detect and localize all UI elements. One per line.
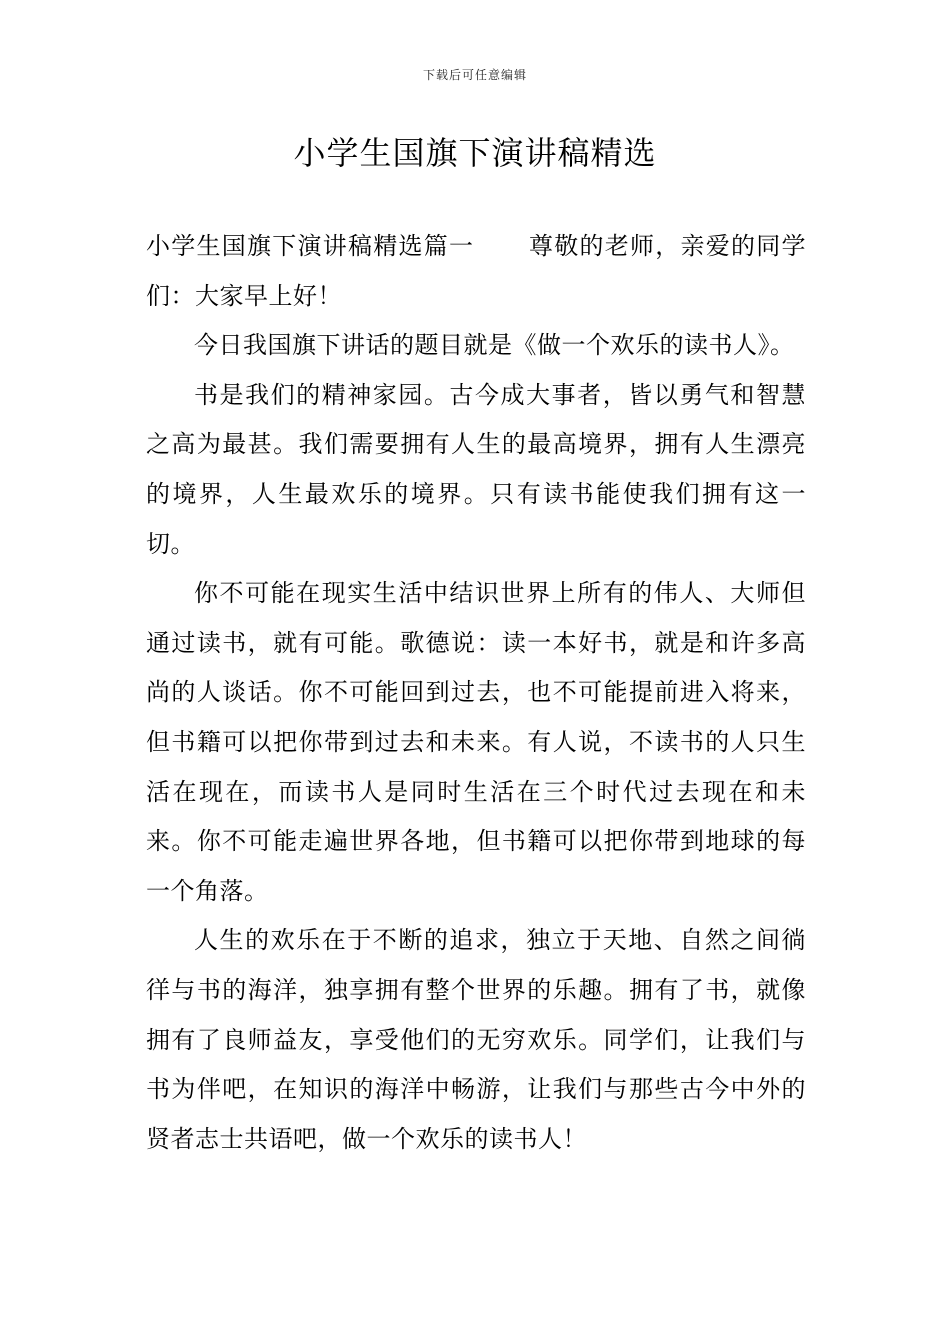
paragraph-1: 今日我国旗下讲话的题目就是《做一个欢乐的读书人》。	[194, 331, 795, 360]
document-body	[146, 222, 806, 1164]
header-note: 下载后可任意编辑	[422, 68, 527, 82]
intro-paragraph	[146, 222, 806, 321]
paragraph-3: 你不可能在现实生活中结识世界上所有的伟人、大师但通过读书，就有可能。歌德说：读一本好书，就是和许多高尚的人谈话。你不可能回到过去，也不可能提前进入将来，但书籍可以把你带到过去和未来。有人说，不读书的人只生活在现在，而读书人是同时生活在三个时代过去现在和未来。你不可能走遍世界各地，但书籍可以把你带到地球的每一个角落。	[146, 579, 806, 905]
paragraph-2: 书是我们的精神家园。古今成大事者，皆以勇气和智慧之高为最甚。我们需要拥有人生的最高境界，拥有人生漂亮的境界，人生最欢乐的境界。只有读书能使我们拥有这一切。	[146, 380, 806, 558]
document-title: 小学生国旗下演讲稿精选	[293, 134, 657, 172]
section-label: 小学生国旗下演讲稿精选篇一	[146, 232, 475, 260]
paragraph-4: 人生的欢乐在于不断的追求，独立于天地、自然之间徜徉与书的海洋，独享拥有整个世界的乐趣。拥有了书，就像拥有了良师益友，享受他们的无穷欢乐。同学们，让我们与书为伴吧，在知识的海洋中畅游，让我们与那些古今中外的贤者志士共语吧，做一个欢乐的读书人！	[146, 926, 806, 1153]
greeting: 尊敬的老师，亲爱的同学们：大家早上好！	[146, 232, 806, 310]
